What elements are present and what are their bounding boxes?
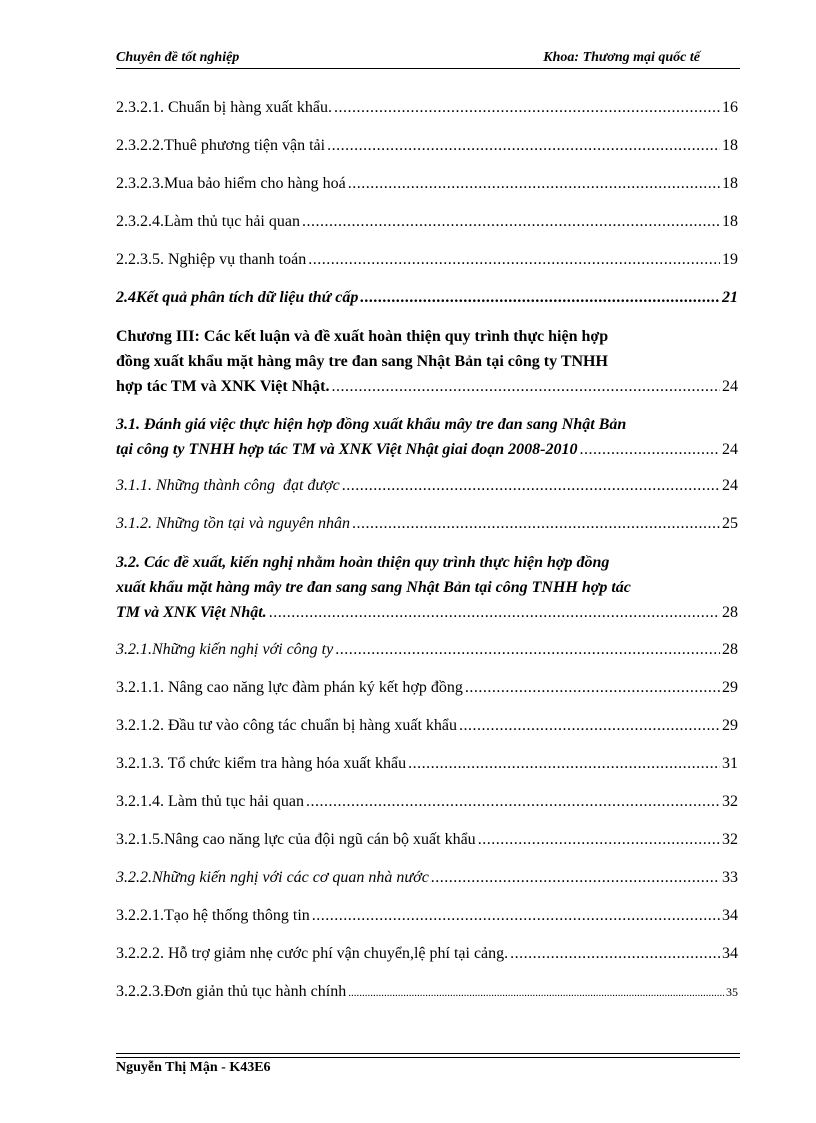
toc-entry-section[interactable] xyxy=(116,286,738,324)
toc-entry[interactable] xyxy=(116,980,738,1018)
toc-entry[interactable] xyxy=(116,790,738,828)
toc-entry[interactable] xyxy=(116,248,738,286)
toc-entry-label: TM và XNK Việt Nhật. xyxy=(116,604,267,621)
header-divider xyxy=(116,68,740,69)
toc-entry-line: đồng xuất khẩu mặt hàng mây tre đan sang Nhật Bản tại công ty TNHH xyxy=(116,353,608,370)
toc-entry[interactable] xyxy=(116,904,738,942)
toc-entry-label: 3.2.2.1.Tạo hệ thống thông tin xyxy=(116,907,310,924)
toc-entry-page: 19 xyxy=(722,251,738,268)
header-document-type: Chuyên đề tốt nghiệp xyxy=(116,50,240,65)
toc-entry-page: 31 xyxy=(722,755,738,772)
toc-entry[interactable] xyxy=(116,512,738,550)
footer-divider xyxy=(116,1057,740,1058)
toc-entry-line: 3.2. Các đề xuất, kiến nghị nhằm hoàn thiện quy trình thực hiện hợp đồng xyxy=(116,554,610,571)
toc-entry-page: 33 xyxy=(722,869,738,886)
toc-entry[interactable] xyxy=(116,714,738,752)
toc-entry-page: 25 xyxy=(722,515,738,532)
toc-entry-label: 3.1.2. Những tồn tại và nguyên nhân xyxy=(116,515,351,532)
toc-entry-label: Kết quả phân tích dữ liệu thứ cấp xyxy=(136,289,359,306)
table-of-contents xyxy=(116,96,738,1018)
toc-entry-section[interactable] xyxy=(116,412,738,474)
toc-entry-label: 3.2.1.Những kiến nghị với công ty xyxy=(116,641,334,658)
toc-entry-label: tại công ty TNHH hợp tác TM và XNK Việt Nhật giai đoạn 2008-2010 xyxy=(116,441,578,458)
toc-entry[interactable] xyxy=(116,210,738,248)
toc-entry-label: 3.1.1. Những thành công đạt được xyxy=(116,477,340,494)
toc-section-number: 2.4 xyxy=(116,289,136,306)
header-faculty: Khoa: Thương mại quốc tế xyxy=(543,50,700,65)
toc-entry-page: 34 xyxy=(722,907,738,924)
toc-entry-label: 2.3.2.3.Mua bảo hiểm cho hàng hoá xyxy=(116,175,346,192)
toc-entry-label: 3.2.2.2. Hỗ trợ giảm nhẹ cước phí vận chuyển,lệ phí tại cảng. xyxy=(116,945,509,962)
toc-entry-label: 3.2.1.4. Làm thủ tục hải quan xyxy=(116,793,304,810)
toc-entry-line: xuất khẩu mặt hàng mây tre đan sang sang Nhật Bản tại công TNHH hợp tác xyxy=(116,579,631,596)
toc-entry-label: 3.2.2.Những kiến nghị với các cơ quan nhà nước xyxy=(116,869,429,886)
toc-entry-section[interactable] xyxy=(116,550,738,638)
page-header xyxy=(116,48,740,68)
toc-entry-page: 21 xyxy=(722,289,738,306)
toc-entry-page: 24 xyxy=(722,477,738,494)
toc-entry-label: 3.2.1.2. Đầu tư vào công tác chuẩn bị hàng xuất khẩu xyxy=(116,717,458,734)
toc-entry-chapter[interactable] xyxy=(116,324,738,412)
toc-entry-page: 28 xyxy=(722,604,738,621)
toc-entry-page: 32 xyxy=(722,793,738,810)
toc-entry-page: 32 xyxy=(722,831,738,848)
footer-author: Nguyễn Thị Mận - K43E6 xyxy=(116,1060,271,1075)
toc-entry-label: 2.3.2.1. Chuẩn bị hàng xuất khẩu. xyxy=(116,99,332,116)
toc-entry[interactable] xyxy=(116,96,738,134)
toc-entry[interactable] xyxy=(116,942,738,980)
toc-entry-page: 24 xyxy=(722,441,738,458)
toc-entry[interactable] xyxy=(116,676,738,714)
toc-entry-label: 2.2.3.5. Nghiệp vụ thanh toán xyxy=(116,251,307,268)
toc-entry-label: 3.2.1.5.Nâng cao năng lực của đội ngũ cán bộ xuất khẩu xyxy=(116,831,476,848)
toc-entry-page: 29 xyxy=(722,717,738,734)
toc-entry[interactable] xyxy=(116,866,738,904)
toc-entry-page: 18 xyxy=(722,175,738,192)
toc-entry[interactable] xyxy=(116,134,738,172)
toc-entry-page: 24 xyxy=(722,378,738,395)
toc-entry-page: 18 xyxy=(722,137,738,154)
toc-entry[interactable] xyxy=(116,172,738,210)
toc-entry[interactable] xyxy=(116,828,738,866)
toc-entry-page: 29 xyxy=(722,679,738,696)
footer-divider xyxy=(116,1053,740,1054)
toc-entry-label: 3.2.2.3.Đơn giản thủ tục hành chính xyxy=(116,983,347,1000)
toc-entry-page: 35 xyxy=(726,985,738,999)
toc-entry-label: 2.3.2.4.Làm thủ tục hải quan xyxy=(116,213,300,230)
toc-entry-label: 3.2.1.3. Tổ chức kiểm tra hàng hóa xuất khẩu xyxy=(116,755,407,772)
toc-entry-label: 3.2.1.1. Nâng cao năng lực đàm phán ký kết hợp đồng xyxy=(116,679,463,696)
toc-entry[interactable] xyxy=(116,638,738,676)
toc-entry[interactable] xyxy=(116,474,738,512)
toc-entry-page: 16 xyxy=(722,99,738,116)
toc-entry-page: 18 xyxy=(722,213,738,230)
toc-entry[interactable] xyxy=(116,752,738,790)
toc-entry-page: 34 xyxy=(722,945,738,962)
toc-entry-page: 28 xyxy=(722,641,738,658)
toc-entry-label: 2.3.2.2.Thuê phương tiện vận tải xyxy=(116,137,326,154)
toc-entry-label: hợp tác TM và XNK Việt Nhật. xyxy=(116,378,330,395)
toc-entry-line: Chương III: Các kết luận và đề xuất hoàn thiện quy trình thực hiện hợp xyxy=(116,328,609,345)
toc-entry-line: 3.1. Đánh giá việc thực hiện hợp đồng xuất khẩu mây tre đan sang Nhật Bản xyxy=(116,416,627,433)
